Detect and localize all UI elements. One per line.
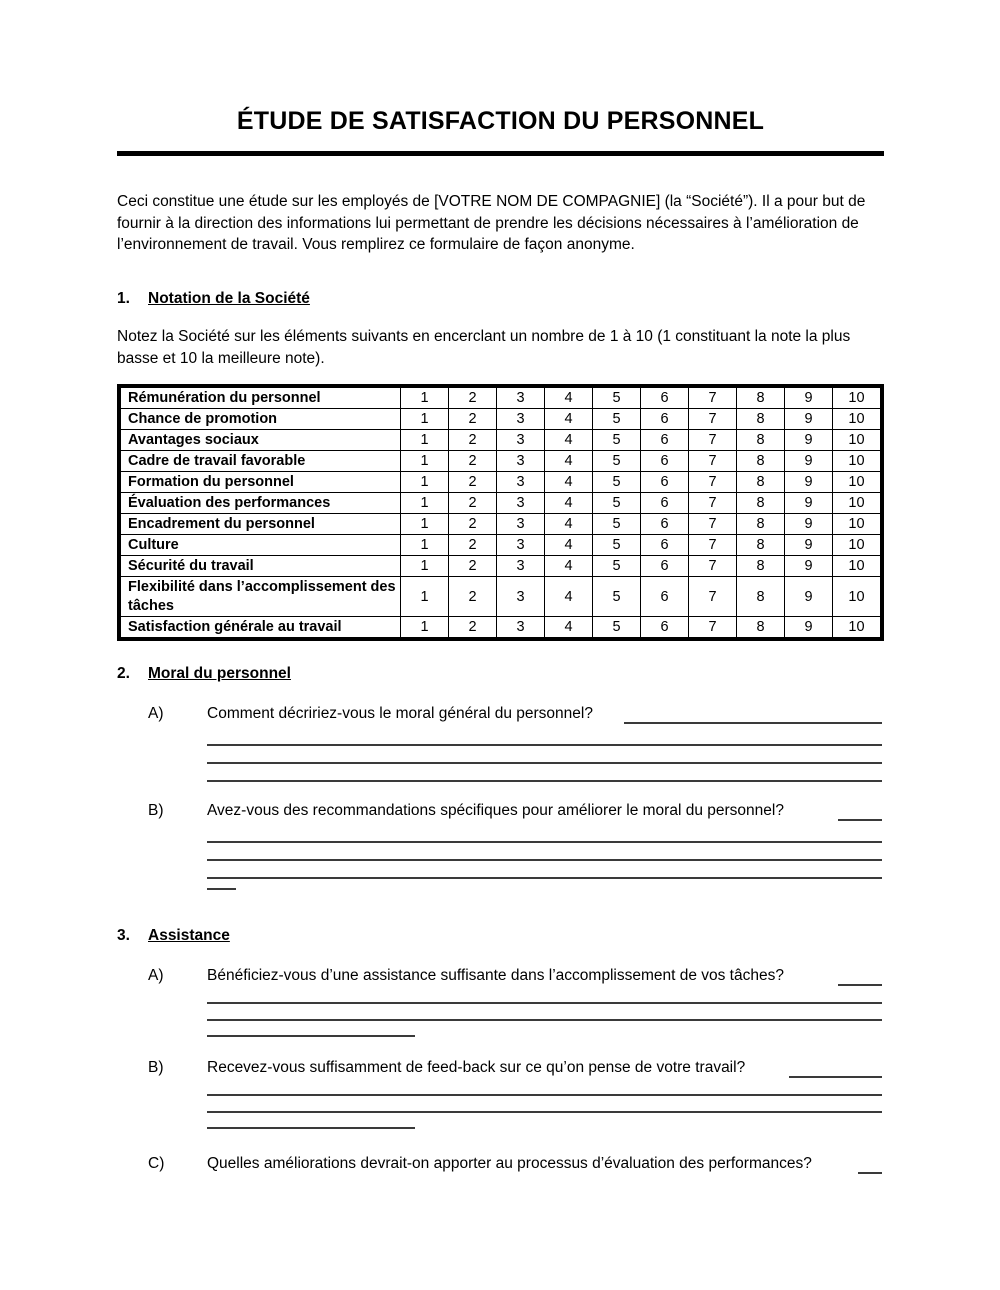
rating-cell-1[interactable]: 1	[401, 472, 449, 493]
rating-cell-6[interactable]: 6	[641, 514, 689, 535]
section-heading-1	[117, 290, 310, 308]
rating-cell-8[interactable]: 8	[737, 409, 785, 430]
rating-cell-2[interactable]: 2	[449, 514, 497, 535]
section-2-title: Moral du personnel	[148, 665, 291, 682]
rating-cell-7[interactable]: 7	[689, 409, 737, 430]
rating-cell-9[interactable]: 9	[785, 409, 833, 430]
rating-row-label: Cadre de travail favorable	[121, 451, 401, 472]
rating-cell-8[interactable]: 8	[737, 493, 785, 514]
answer-line-3b-2[interactable]	[207, 1094, 882, 1096]
rating-cell-6[interactable]: 6	[641, 472, 689, 493]
rating-cell-10[interactable]: 10	[833, 617, 881, 638]
rating-cell-5[interactable]: 5	[593, 577, 641, 617]
table-row	[121, 617, 881, 638]
question-3c-letter: C)	[148, 1155, 165, 1172]
rating-cell-2[interactable]: 2	[449, 388, 497, 409]
rating-cell-10[interactable]: 10	[833, 430, 881, 451]
rating-cell-3[interactable]: 3	[497, 577, 545, 617]
rating-cell-3[interactable]: 3	[497, 493, 545, 514]
section-heading-2	[117, 665, 291, 683]
answer-line-3a-1[interactable]	[838, 984, 882, 986]
rating-row-label: Encadrement du personnel	[121, 514, 401, 535]
rating-row-label: Chance de promotion	[121, 409, 401, 430]
rating-cell-3[interactable]: 3	[497, 556, 545, 577]
rating-cell-5[interactable]: 5	[593, 472, 641, 493]
table-row	[121, 493, 881, 514]
question-2b-letter: B)	[148, 802, 164, 819]
rating-cell-5[interactable]: 5	[593, 493, 641, 514]
rating-cell-8[interactable]: 8	[737, 556, 785, 577]
rating-cell-7[interactable]: 7	[689, 472, 737, 493]
rating-cell-5[interactable]: 5	[593, 430, 641, 451]
answer-line-2b-1[interactable]	[838, 819, 882, 821]
rating-cell-4[interactable]: 4	[545, 451, 593, 472]
rating-cell-4[interactable]: 4	[545, 535, 593, 556]
table-row	[121, 514, 881, 535]
rating-cell-3[interactable]: 3	[497, 514, 545, 535]
rating-row-label: Satisfaction générale au travail	[121, 617, 401, 638]
rating-cell-6[interactable]: 6	[641, 493, 689, 514]
rating-cell-1[interactable]: 1	[401, 617, 449, 638]
question-3a-text: Bénéficiez-vous d’une assistance suffisante dans l’accomplissement de vos tâches?	[207, 967, 784, 984]
rating-cell-4[interactable]: 4	[545, 514, 593, 535]
rating-cell-8[interactable]: 8	[737, 514, 785, 535]
rating-cell-5[interactable]: 5	[593, 556, 641, 577]
question-3b-letter: B)	[148, 1059, 164, 1076]
rating-cell-8[interactable]: 8	[737, 535, 785, 556]
answer-line-3a-3[interactable]	[207, 1019, 882, 1021]
rating-cell-3[interactable]: 3	[497, 472, 545, 493]
answer-line-2a-4[interactable]	[207, 780, 882, 782]
answer-line-3b-4[interactable]	[207, 1127, 415, 1129]
rating-cell-10[interactable]: 10	[833, 451, 881, 472]
rating-table-body	[121, 388, 881, 638]
rating-cell-8[interactable]: 8	[737, 451, 785, 472]
question-2a-text: Comment décririez-vous le moral général du personnel?	[207, 705, 593, 722]
rating-cell-2[interactable]: 2	[449, 535, 497, 556]
rating-cell-7[interactable]: 7	[689, 535, 737, 556]
rating-cell-8[interactable]: 8	[737, 388, 785, 409]
table-row	[121, 556, 881, 577]
rating-cell-1[interactable]: 1	[401, 409, 449, 430]
rating-cell-6[interactable]: 6	[641, 388, 689, 409]
rating-table	[120, 387, 881, 638]
rating-cell-9[interactable]: 9	[785, 577, 833, 617]
title-divider	[117, 151, 884, 156]
rating-cell-2[interactable]: 2	[449, 451, 497, 472]
rating-cell-1[interactable]: 1	[401, 556, 449, 577]
rating-cell-8[interactable]: 8	[737, 472, 785, 493]
rating-cell-2[interactable]: 2	[449, 617, 497, 638]
table-row	[121, 577, 881, 617]
rating-cell-2[interactable]: 2	[449, 430, 497, 451]
rating-cell-1[interactable]: 1	[401, 430, 449, 451]
answer-line-2a-2[interactable]	[207, 744, 882, 746]
rating-cell-6[interactable]: 6	[641, 430, 689, 451]
rating-cell-1[interactable]: 1	[401, 388, 449, 409]
question-3c-text: Quelles améliorations devrait-on apporter au processus d’évaluation des performances?	[207, 1155, 812, 1172]
rating-cell-8[interactable]: 8	[737, 617, 785, 638]
section-3-title: Assistance	[148, 927, 230, 944]
rating-cell-5[interactable]: 5	[593, 617, 641, 638]
question-3b-text: Recevez-vous suffisamment de feed-back sur ce qu’on pense de votre travail?	[207, 1059, 746, 1076]
answer-line-2a-3[interactable]	[207, 762, 882, 764]
rating-cell-6[interactable]: 6	[641, 535, 689, 556]
rating-cell-8[interactable]: 8	[737, 430, 785, 451]
rating-cell-9[interactable]: 9	[785, 493, 833, 514]
rating-cell-4[interactable]: 4	[545, 388, 593, 409]
rating-row-label: Évaluation des performances	[121, 493, 401, 514]
rating-cell-7[interactable]: 7	[689, 514, 737, 535]
answer-line-3b-3[interactable]	[207, 1111, 882, 1113]
rating-cell-5[interactable]: 5	[593, 535, 641, 556]
answer-line-2b-5[interactable]	[207, 888, 236, 890]
rating-cell-1[interactable]: 1	[401, 577, 449, 617]
rating-cell-5[interactable]: 5	[593, 451, 641, 472]
rating-cell-9[interactable]: 9	[785, 430, 833, 451]
section-3-number: 3.	[117, 927, 130, 944]
rating-cell-6[interactable]: 6	[641, 451, 689, 472]
rating-cell-8[interactable]: 8	[737, 577, 785, 617]
answer-line-2b-3[interactable]	[207, 859, 882, 861]
rating-cell-7[interactable]: 7	[689, 556, 737, 577]
section-1-number: 1.	[117, 290, 130, 307]
table-row	[121, 472, 881, 493]
rating-cell-3[interactable]: 3	[497, 617, 545, 638]
table-row	[121, 409, 881, 430]
table-row	[121, 430, 881, 451]
rating-cell-9[interactable]: 9	[785, 451, 833, 472]
rating-cell-10[interactable]: 10	[833, 577, 881, 617]
rating-row-label: Culture	[121, 535, 401, 556]
rating-cell-7[interactable]: 7	[689, 577, 737, 617]
rating-cell-10[interactable]: 10	[833, 514, 881, 535]
rating-cell-1[interactable]: 1	[401, 493, 449, 514]
intro-paragraph: Ceci constitue une étude sur les employés de [VOTRE NOM DE COMPAGNIE] (la “Société”). Il a pour but de fournir à la direction des informations lui permettant de prendre les décisions nécessaires à l’amélioration de l’environnement de travail. Vous remplirez ce formulaire de façon anonyme.	[117, 193, 866, 253]
question-2a-letter: A)	[148, 705, 164, 722]
rating-cell-10[interactable]: 10	[833, 388, 881, 409]
answer-line-3a-4[interactable]	[207, 1035, 415, 1037]
rating-row-label: Formation du personnel	[121, 472, 401, 493]
rating-cell-9[interactable]: 9	[785, 617, 833, 638]
section-1-title: Notation de la Société	[148, 290, 310, 307]
rating-cell-3[interactable]: 3	[497, 430, 545, 451]
rating-cell-4[interactable]: 4	[545, 617, 593, 638]
rating-cell-3[interactable]: 3	[497, 451, 545, 472]
rating-cell-3[interactable]: 3	[497, 535, 545, 556]
answer-line-2b-2[interactable]	[207, 841, 882, 843]
rating-cell-6[interactable]: 6	[641, 617, 689, 638]
rating-cell-4[interactable]: 4	[545, 409, 593, 430]
rating-cell-7[interactable]: 7	[689, 430, 737, 451]
answer-line-2b-4[interactable]	[207, 877, 882, 879]
rating-cell-4[interactable]: 4	[545, 577, 593, 617]
rating-cell-10[interactable]: 10	[833, 493, 881, 514]
rating-cell-4[interactable]: 4	[545, 472, 593, 493]
rating-cell-6[interactable]: 6	[641, 556, 689, 577]
table-row	[121, 535, 881, 556]
rating-cell-2[interactable]: 2	[449, 409, 497, 430]
rating-row-label: Flexibilité dans l’accomplissement des tâches	[121, 577, 401, 617]
rating-cell-4[interactable]: 4	[545, 493, 593, 514]
question-3a-letter: A)	[148, 967, 164, 984]
rating-cell-3[interactable]: 3	[497, 388, 545, 409]
rating-cell-4[interactable]: 4	[545, 556, 593, 577]
answer-line-2a-1[interactable]	[624, 722, 882, 724]
rating-row-label: Rémunération du personnel	[121, 388, 401, 409]
rating-cell-10[interactable]: 10	[833, 472, 881, 493]
answer-line-3b-1[interactable]	[789, 1076, 882, 1078]
rating-cell-6[interactable]: 6	[641, 409, 689, 430]
rating-cell-7[interactable]: 7	[689, 388, 737, 409]
rating-cell-5[interactable]: 5	[593, 514, 641, 535]
rating-cell-2[interactable]: 2	[449, 556, 497, 577]
rating-row-label: Avantages sociaux	[121, 430, 401, 451]
rating-cell-2[interactable]: 2	[449, 493, 497, 514]
rating-cell-6[interactable]: 6	[641, 577, 689, 617]
rating-cell-2[interactable]: 2	[449, 472, 497, 493]
table-row	[121, 451, 881, 472]
rating-cell-9[interactable]: 9	[785, 514, 833, 535]
rating-cell-9[interactable]: 9	[785, 556, 833, 577]
rating-cell-4[interactable]: 4	[545, 430, 593, 451]
rating-cell-7[interactable]: 7	[689, 493, 737, 514]
rating-cell-3[interactable]: 3	[497, 409, 545, 430]
rating-cell-10[interactable]: 10	[833, 535, 881, 556]
rating-cell-7[interactable]: 7	[689, 617, 737, 638]
section-2-number: 2.	[117, 665, 130, 682]
rating-cell-1[interactable]: 1	[401, 451, 449, 472]
section-heading-3	[117, 927, 230, 945]
page-title: ÉTUDE DE SATISFACTION DU PERSONNEL	[236, 107, 765, 135]
question-2b-text: Avez-vous des recommandations spécifiques pour améliorer le moral du personnel?	[207, 802, 784, 819]
rating-cell-9[interactable]: 9	[785, 535, 833, 556]
answer-line-3c-1[interactable]	[858, 1172, 882, 1174]
rating-cell-9[interactable]: 9	[785, 388, 833, 409]
rating-cell-10[interactable]: 10	[833, 556, 881, 577]
table-row	[121, 388, 881, 409]
rating-cell-1[interactable]: 1	[401, 535, 449, 556]
rating-table-container	[117, 384, 884, 641]
rating-cell-7[interactable]: 7	[689, 451, 737, 472]
section-1-instruction: Notez la Société sur les éléments suivants en encerclant un nombre de 1 à 10 (1 constituant la note la plus basse et 10 la meilleure note).	[117, 328, 851, 367]
rating-cell-5[interactable]: 5	[593, 388, 641, 409]
rating-cell-10[interactable]: 10	[833, 409, 881, 430]
rating-cell-1[interactable]: 1	[401, 514, 449, 535]
rating-cell-2[interactable]: 2	[449, 577, 497, 617]
rating-cell-9[interactable]: 9	[785, 472, 833, 493]
rating-row-label: Sécurité du travail	[121, 556, 401, 577]
rating-cell-5[interactable]: 5	[593, 409, 641, 430]
answer-line-3a-2[interactable]	[207, 1002, 882, 1004]
